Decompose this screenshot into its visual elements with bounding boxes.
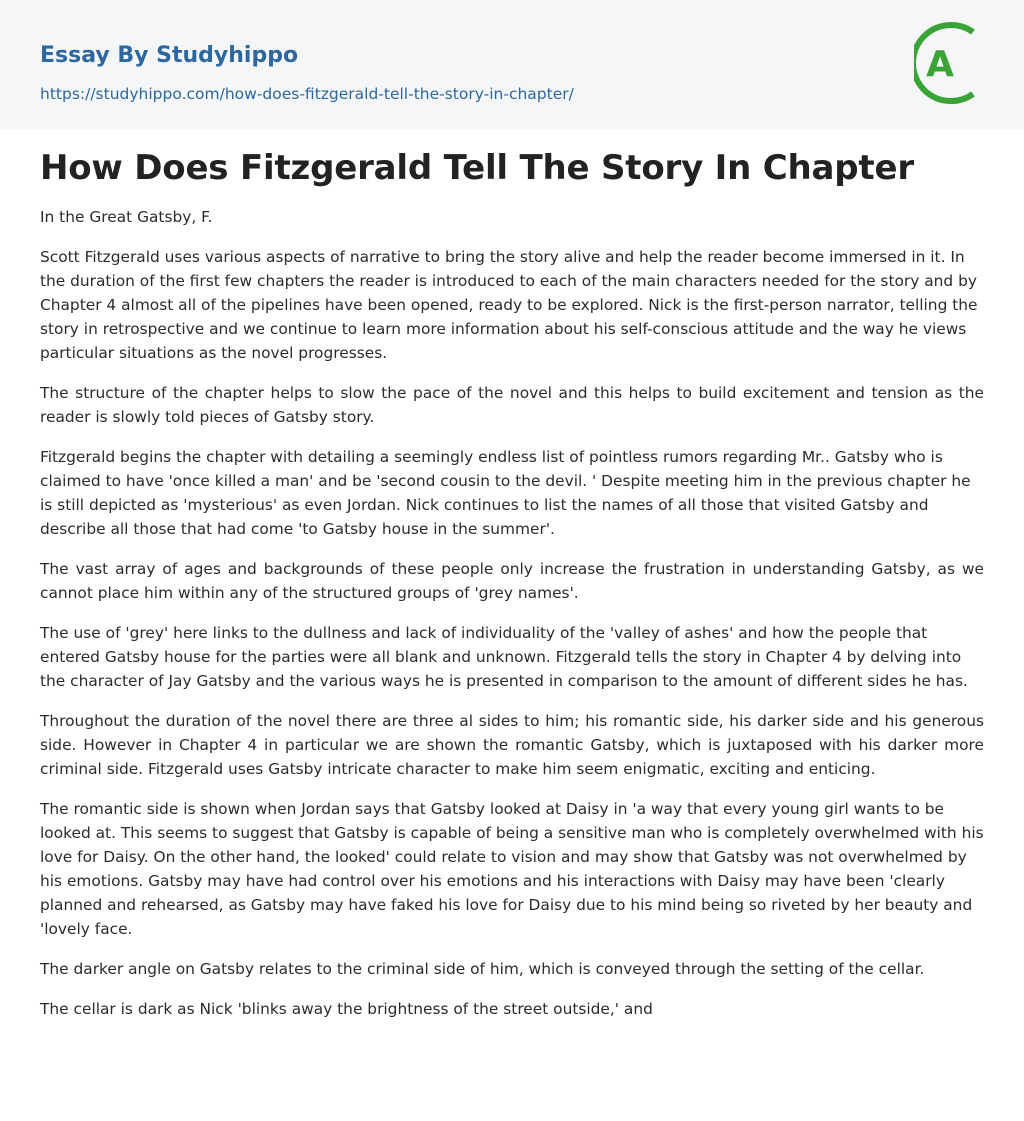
site-brand[interactable]: Essay By Studyhippo [40,43,299,68]
paragraph-10: The cellar is dark as Nick 'blinks away the brightness of the street outside,' and [40,1000,653,1018]
source-url-link[interactable]: https://studyhippo.com/how-does-fitzgerald-tell-the-story-in-chapter/ [40,85,574,103]
article [0,129,1024,1021]
article-title: How Does Fitzgerald Tell The Story In Chapter [40,148,914,188]
paragraph-3: The structure of the chapter helps to slow the pace of the novel and this helps to build excitement and tension as the reader is slowly told pieces of Gatsby story. [40,384,984,426]
paragraph-5: The vast array of ages and backgrounds of these people only increase the frustration in understanding Gatsby, as we cannot place him within any of the structured groups of 'grey names'. [40,560,984,602]
paragraph-4: Fitzgerald begins the chapter with detailing a seemingly endless list of pointless rumors regarding Mr.. Gatsby who is claimed to have 'once killed a man' and be 'second cousin to the devil. ' Despite meeting him in the previous chapter he is still depicted as 'mysterious' as even Jordan. Nick continues to list the names of all those that visited Gatsby and describe all those that had come 'to Gatsby house in the summer'. [40,448,971,538]
paragraph-2: Scott Fitzgerald uses various aspects of narrative to bring the story alive and help the reader become immersed in it. In the duration of the first few chapters the reader is introduced to each of the main characters needed for the story and by Chapter 4 almost all of the pipelines have been opened, ready to be explored. Nick is the first-person narrator, telling the story in retrospective and we continue to learn more information about his self-conscious attitude and the way he views particular situations as the novel progresses. [40,248,978,362]
paragraph-8: The romantic side is shown when Jordan says that Gatsby looked at Daisy in 'a way that every young girl wants to be looked at. This seems to suggest that Gatsby is capable of being a sensitive man who is completely overwhelmed with his love for Daisy. On the other hand, the looked' could relate to vision and may show that Gatsby was not overwhelmed by his emotions. Gatsby may have had control over his emotions and his interactions with Daisy may have been 'clearly planned and rehearsed, as Gatsby may have faked his love for Daisy due to his mind being so riveted by her beauty and 'lovely face. [40,800,984,938]
logo-letter: A [926,44,954,85]
paragraph-1: In the Great Gatsby, F. [40,208,213,226]
studyhippo-logo-icon[interactable] [914,18,986,108]
site-header [0,0,1024,129]
paragraph-6: The use of 'grey' here links to the dullness and lack of individuality of the 'valley of ashes' and how the people that entered Gatsby house for the parties were all blank and unknown. Fitzgerald tells the story in Chapter 4 by delving into the character of Jay Gatsby and the various ways he is presented in comparison to the amount of different sides he has. [40,624,968,690]
paragraph-9: The darker angle on Gatsby relates to the criminal side of him, which is conveyed through the setting of the cellar. [40,960,925,978]
paragraph-7: Throughout the duration of the novel there are three al sides to him; his romantic side, his darker side and his generous side. However in Chapter 4 in particular we are shown the romantic Gatsby, which is juxtaposed with his darker more criminal side. Fitzgerald uses Gatsby intricate character to make him seem enigmatic, exciting and enticing. [40,712,984,778]
